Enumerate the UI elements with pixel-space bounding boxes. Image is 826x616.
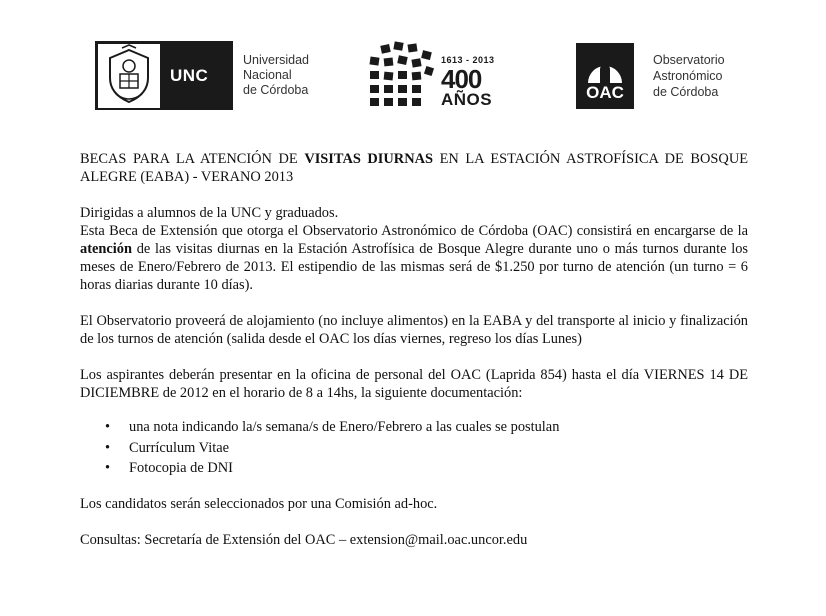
- intro-paragraph: Dirigidas a alumnos de la UNC y graduados.: [80, 205, 339, 221]
- list-item-text: Fotocopia de DNI: [129, 460, 233, 476]
- mosaic-blocks-icon: [367, 41, 435, 111]
- oac-name-line: Astronómico: [653, 69, 723, 83]
- unc-logo-box: [95, 41, 233, 110]
- title-text: BECAS PARA LA ATENCIÓN DE: [80, 151, 305, 167]
- anniversary-years: 1613 - 2013: [441, 55, 495, 65]
- selection-paragraph: Los candidatos serán seleccionados por una Comisión ad-hoc.: [80, 495, 438, 512]
- description-paragraph: [80, 222, 748, 294]
- university-seal-icon: [98, 44, 160, 108]
- description-text-end: de las visitas diurnas en la Estación Astrofísica de Bosque Alegre durante uno o más turnos durante los meses de Enero/Febrero de 2013. El estipendio de las mismas será de $1.250 por turno de atención (un turno = 6 horas diarias durante 10 días).: [80, 241, 748, 293]
- contact-label: Consultas: Secretaría de Extensión del OAC –: [80, 531, 350, 548]
- list-item-text: Currículum Vitae: [129, 439, 229, 456]
- contact-email: extension@mail.oac.uncor.edu: [349, 531, 528, 548]
- contact-paragraph: [80, 531, 748, 549]
- description-emphasis: atención: [80, 241, 132, 257]
- bullet-icon: •: [105, 439, 111, 456]
- application-paragraph: Los aspirantes deberán presentar en la oficina de personal del OAC (Laprida 854) hasta el día VIERNES 14 DE DICIEMBRE de 2012 en el horario de 8 a 14hs, la siguiente documentación:: [80, 367, 748, 401]
- list-item: [80, 438, 748, 459]
- unc-name: [243, 53, 309, 98]
- anniversary-word: AÑOS: [441, 90, 493, 109]
- anniversary-text: [441, 41, 495, 109]
- bullet-icon: •: [105, 460, 111, 476]
- oac-logo-box: [576, 43, 634, 109]
- unc-box-text: UNC: [170, 65, 209, 85]
- oac-name-line: de Córdoba: [653, 85, 719, 99]
- oac-logo: [576, 43, 725, 109]
- requirements-list: [80, 417, 748, 479]
- unc-name-line: Universidad: [243, 53, 310, 67]
- oac-name: [653, 52, 725, 100]
- logo-header: [0, 0, 826, 130]
- anniversary-number: 400: [441, 64, 482, 94]
- list-item: [80, 417, 748, 438]
- title-emphasis: VISITAS DIURNAS: [304, 151, 433, 167]
- document-body: [80, 150, 748, 549]
- list-item-text: una nota indicando la/s semana/s de Enero/Febrero a las cuales se postulan: [129, 419, 560, 435]
- observatory-dome-icon: [576, 47, 634, 87]
- unc-logo: [95, 41, 309, 110]
- description-text: Esta Beca de Extensión que otorga el Observatorio Astronómico de Córdoba (OAC) consistirá en encargarse de la: [80, 223, 748, 239]
- document-title: [80, 150, 748, 186]
- unc-name-line: de Córdoba: [243, 83, 309, 97]
- accommodation-paragraph: El Observatorio proveerá de alojamiento (no incluye alimentos) en la EABA y del transporte al inicio y finalización de los turnos de atención (salida desde el OAC los días viernes, regreso los días Lunes): [80, 313, 748, 347]
- oac-name-line: Observatorio: [653, 53, 725, 67]
- bullet-icon: •: [105, 419, 111, 435]
- oac-box-text: OAC: [586, 83, 624, 102]
- title-text-end: EN LA ESTACIÓN ASTROFÍSICA DE BOSQUE ALEGRE (EABA) - VERANO 2013: [80, 151, 749, 185]
- unc-name-line: Nacional: [243, 68, 292, 82]
- anniversary-logo: [367, 41, 495, 111]
- list-item: [80, 458, 748, 479]
